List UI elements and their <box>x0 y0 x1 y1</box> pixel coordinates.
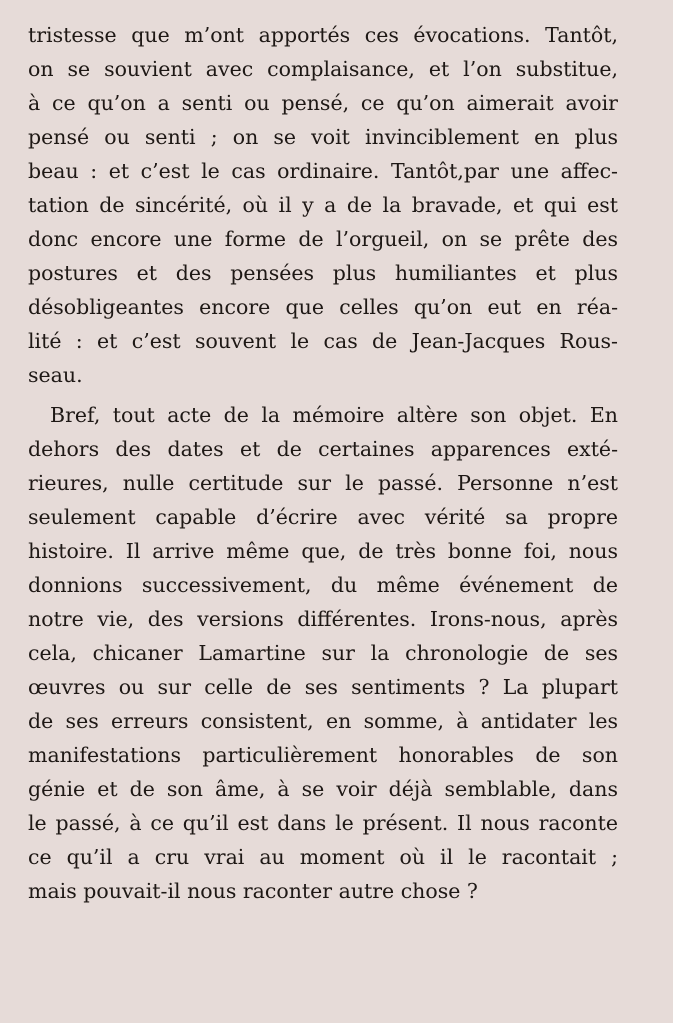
text-line: ce qu’il a cru vrai au moment où il le racontait ; <box>28 845 618 869</box>
text-line: notre vie, des versions différentes. Irons-nous, après <box>28 607 618 631</box>
text-line: postures et des pensées plus humiliantes et plus <box>28 261 618 285</box>
text-line: cela, chicaner Lamartine sur la chronologie de ses <box>28 641 618 665</box>
text-line: rieures, nulle certitude sur le passé. Personne n’est <box>28 471 618 495</box>
text-line: Bref, tout acte de la mémoire altère son objet. En <box>50 403 618 427</box>
text-line: mais pouvait-il nous raconter autre chose ? <box>28 879 478 903</box>
text-line: désobligeantes encore que celles qu’on eut en réa- <box>28 295 618 319</box>
text-line: dehors des dates et de certaines apparences exté- <box>28 437 618 461</box>
paragraph-2 <box>28 398 618 908</box>
text-line: génie et de son âme, à se voir déjà semblable, dans <box>28 777 618 801</box>
text-line: histoire. Il arrive même que, de très bonne foi, nous <box>28 539 618 563</box>
text-line: seau. <box>28 363 83 387</box>
text-line: de ses erreurs consistent, en somme, à antidater les <box>28 709 618 733</box>
text-line: à ce qu’on a senti ou pensé, ce qu’on aimerait avoir <box>28 91 618 115</box>
text-line: manifestations particulièrement honorables de son <box>28 743 618 767</box>
text-line: on se souvient avec complaisance, et l’on substitue, <box>28 57 618 81</box>
text-line: lité : et c’est souvent le cas de Jean-Jacques Rous- <box>28 329 618 353</box>
text-line: donc encore une forme de l’orgueil, on se prête des <box>28 227 618 251</box>
text-line: le passé, à ce qu’il est dans le présent. Il nous raconte <box>28 811 618 835</box>
text-line: pensé ou senti ; on se voit invinciblement en plus <box>28 125 618 149</box>
text-line: tation de sincérité, où il y a de la bravade, et qui est <box>28 193 618 217</box>
text-line: œuvres ou sur celle de ses sentiments ? La plupart <box>28 675 618 699</box>
paragraph-1 <box>28 18 618 392</box>
text-line: donnions successivement, du même événement de <box>28 573 618 597</box>
text-line: seulement capable d’écrire avec vérité sa propre <box>28 505 618 529</box>
text-line: beau : et c’est le cas ordinaire. Tantôt,par une affec- <box>28 159 618 183</box>
page-body-text <box>28 18 618 908</box>
text-line: tristesse que m’ont apportés ces évocations. Tantôt, <box>28 23 618 47</box>
